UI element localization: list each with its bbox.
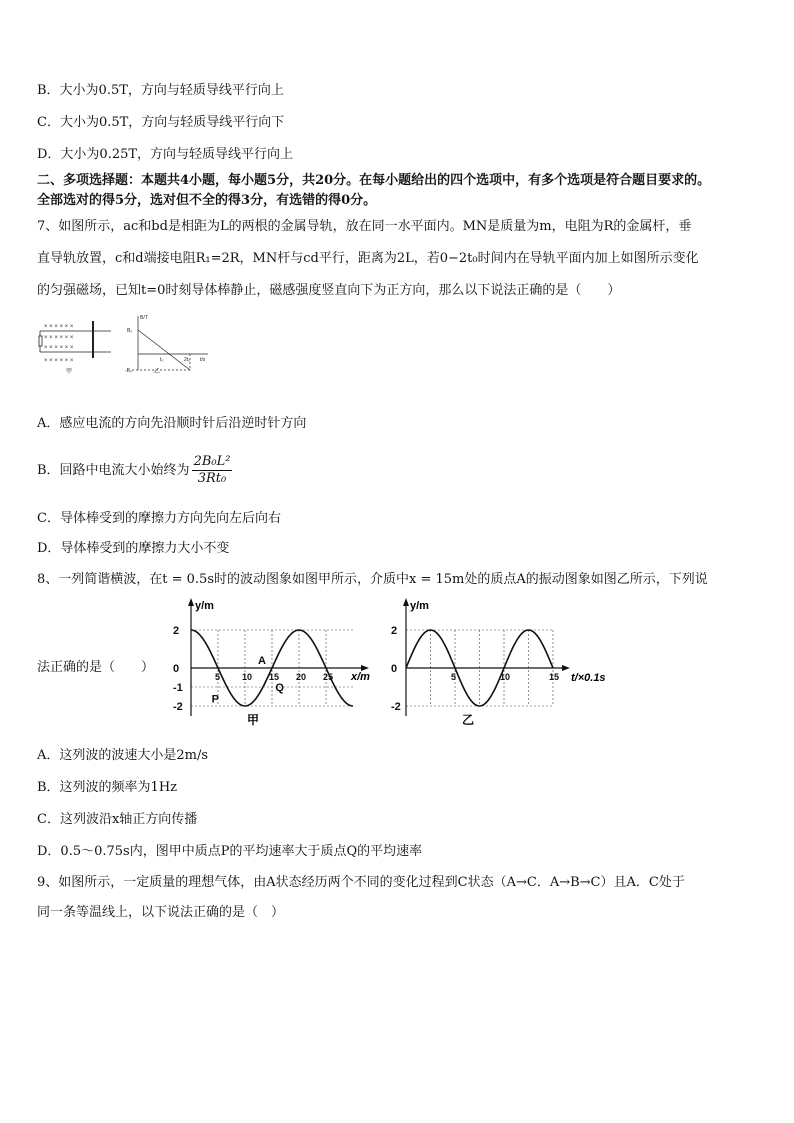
q7-figure-bt-graph	[124, 312, 214, 374]
q7-option-d: D．导体棒受到的摩擦力大小不变	[37, 541, 230, 556]
q8-wave-ylabel: y/m	[195, 600, 214, 612]
q8-vib-x-tick: 5	[451, 672, 457, 682]
q8-option-a: A．这列波的波速大小是2m/s	[37, 748, 209, 763]
q7-option-b-numerator: 2B₀L²	[193, 454, 231, 469]
q7-option-a: A．感应电流的方向先沿顺时针后沿逆时针方向	[37, 416, 307, 431]
q7-graph-xlabel: t/s	[200, 357, 206, 363]
section2-header-line2: 全部选对的得5分，选对但不全的得3分，有选错的得0分。	[37, 193, 377, 208]
q8-vib-x-tick: 10	[500, 672, 511, 682]
q6-option-d: D．大小为0.25T，方向与轻质导线平行向上	[37, 147, 294, 162]
q7-graph-x1: t₀	[160, 357, 164, 363]
q8-wave-y-tick: 0	[173, 663, 180, 675]
q8-option-c: C．这列波沿x轴正方向传播	[37, 812, 198, 827]
q7-option-b-fraction	[192, 454, 233, 487]
q8-wave-x-tick: 15	[269, 672, 280, 682]
svg-text:× × × × × ×: × × × × × ×	[44, 345, 74, 351]
q8-wave-point-q-label: Q	[275, 682, 284, 694]
q8-vib-y-tick: 2	[391, 625, 398, 637]
q7-figure-circuit	[36, 315, 116, 375]
q7-figure-bt-caption: 乙	[154, 369, 161, 374]
q8-wave-x-tick: 10	[242, 672, 253, 682]
q6-option-c: C．大小为0.5T，方向与轻质导线平行向下	[37, 115, 285, 130]
q8-wave-y-tick: 2	[173, 625, 180, 637]
q7-graph-ybottom: -B₀	[125, 368, 133, 374]
q9-stem-line1: 9、如图所示，一定质量的理想气体，由A状态经历两个不同的变化过程到C状态（A→C．A→B→C）且A．C处于	[37, 875, 685, 890]
q8-wave-y-tick: -1	[173, 682, 183, 694]
q8-vib-x-tick: 15	[549, 672, 560, 682]
svg-text:× × × × × ×: × × × × × ×	[44, 324, 74, 330]
q8-wave-y-tick: -2	[173, 701, 183, 713]
q7-graph-ylabel: B/T	[140, 315, 148, 321]
q8-wave-x-tick: 20	[296, 672, 307, 682]
q7-option-b	[37, 451, 232, 491]
q8-stem-line2: 法正确的是（ ）	[37, 660, 155, 675]
q8-wave-point-p-label: P	[211, 693, 219, 706]
q8-stem-line1: 8、一列简谐横波，在t = 0.5s时的波动图象如图甲所示，介质中x = 15m处的质点A的振动图象如图乙所示，下列说	[37, 572, 708, 587]
q6-option-b: B．大小为0.5T，方向与轻质导线平行向上	[37, 83, 284, 98]
q8-wave-xlabel: x/m	[351, 671, 370, 683]
q8-option-d: D．0.5～0.75s内，图甲中质点P的平均速率大于质点Q的平均速率	[37, 844, 423, 859]
q8-wave-graph	[165, 596, 380, 731]
q7-stem-line3: 的匀强磁场，已知t=0时刻导体棒静止，磁感强度竖直向下为正方向，那么以下说法正确的是（ ）	[37, 283, 621, 298]
q8-option-b: B．这列波的频率为1Hz	[37, 780, 178, 795]
q8-wave-x-tick: 25	[323, 672, 334, 682]
q8-vib-y-tick: 0	[391, 663, 398, 675]
q7-stem-line1: 7、如图所示，ac和bd是相距为L的两根的金属导轨，放在同一水平面内。MN是质量为m，电阻为R的金属杆，垂	[37, 219, 692, 234]
q7-option-c: C．导体棒受到的摩擦力方向先向左后向右	[37, 511, 281, 526]
q8-wave-caption: 甲	[247, 713, 260, 727]
section2-header-line1: 二、多项选择题：本题共4小题，每小题5分，共20分。在每小题给出的四个选项中，有多个选项是符合题目要求的。	[37, 173, 711, 188]
q7-stem-line2: 直导轨放置，c和d端接电阻R₁=2R，MN杆与cd平行，距离为2L，若0−2t₀时间内在导轨平面内加上如图所示变化	[37, 251, 699, 266]
q8-wave-point-a-label: A	[258, 655, 266, 667]
q8-vib-ylabel: y/m	[410, 600, 429, 612]
q8-vib-y-tick: -2	[391, 701, 401, 713]
q7-option-b-denominator: 3Rt₀	[197, 471, 227, 486]
svg-text:× × × × × ×: × × × × × ×	[44, 358, 74, 364]
q8-wave-x-tick: 5	[215, 672, 221, 682]
q7-graph-ytop: B₀	[127, 328, 133, 334]
q8-vibration-graph	[384, 596, 644, 731]
q9-stem-line2: 同一条等温线上，以下说法正确的是（ ）	[37, 905, 285, 920]
q7-option-b-text: B．回路中电流大小始终为	[37, 463, 190, 478]
q8-vib-caption: 乙	[462, 713, 475, 727]
svg-text:× × × × × ×: × × × × × ×	[44, 335, 74, 341]
q8-vib-xlabel: t/×0.1s	[571, 672, 606, 684]
q7-figure-circuit-caption: 甲	[66, 369, 73, 375]
q7-graph-x2: 2t₀	[184, 357, 191, 363]
